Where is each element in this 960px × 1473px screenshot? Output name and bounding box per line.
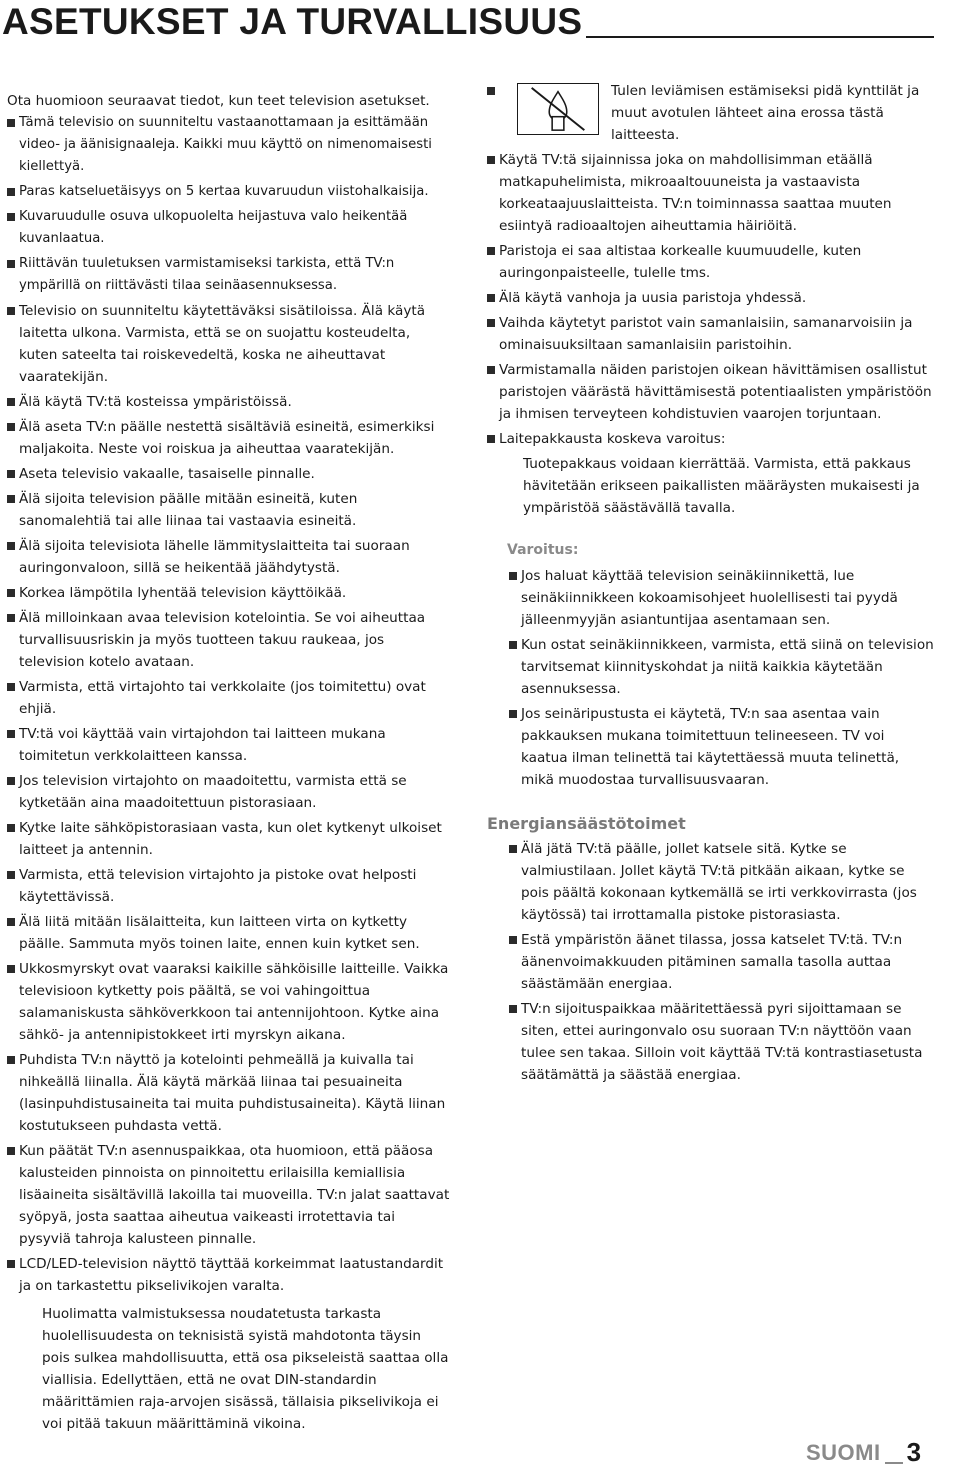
list-item: Aseta televisio vakaalle, tasaiselle pinnalle. — [7, 463, 450, 485]
list-item: Älä liitä mitään lisälaitteita, kun laitteen virta on kytketty päälle. Sammuta myös toinen laite, ennen kuin kytket sen. — [7, 911, 450, 955]
list-item: Käytä TV:tä sijainnissa joka on mahdollisimman etäällä matkapuhelimista, mikroaaltouuneista ja vastaavista korkeataajuuslaitteista. TV:n toiminnassa saattaa muuten esiintyä radioaaltojen aiheuttamia häiriöitä. — [487, 149, 935, 237]
list-item: Älä sijoita televisiota lähelle lämmityslaitteita tai suoraan auringonvaloon, sillä se heikentää jäähdytystä. — [7, 535, 450, 579]
list-item: Kytke laite sähköpistorasiaan vasta, kun olet kytkenyt ulkoiset laitteet ja antennin. — [7, 817, 450, 861]
fire-warning-text: Tulen leviämisen estämiseksi pidä kynttilät ja muut avotulen lähteet aina erossa tästä laitteesta. — [611, 83, 920, 143]
footer-language: SUOMI — [806, 1439, 881, 1465]
title-rule — [586, 36, 934, 38]
left-column — [7, 80, 450, 1435]
page-title: ASETUKSET JA TURVALLISUUS — [2, 1, 583, 42]
page-number: 3 — [906, 1437, 922, 1467]
list-item: Älä jätä TV:tä päälle, jollet katsele sitä. Kytke se valmiustilaan. Jollet käytä TV:tä pitkään aikaan, kytke se pois päältä kokonaan kytkemällä se irti verkkovirrasta (jos käytössä) tai irrottamalla pistoke pistorasiasta. — [509, 838, 935, 926]
list-item: Paras katseluetäisyys on 5 kertaa kuvaruudun viistohalkaisija. — [7, 181, 450, 203]
list-item: Vaihda käytetyt paristot vain samanlaisiin, samanarvoisiin ja ominaisuuksiltaan samanlaisiin paristoihin. — [487, 312, 935, 356]
list-item: Televisio on suunniteltu käytettäväksi sisätiloissa. Älä käytä laitetta ulkona. Varmista, että se on suojattu kosteudelta, kuten sateelta tai roiskevedeltä, koska ne aiheuttavat vaaratekijän. — [7, 300, 450, 388]
list-item: Korkea lämpötila lyhentää television käyttöikää. — [7, 582, 450, 604]
list-item: Jos haluat käyttää television seinäkiinnikettä, lue seinäkiinnikkeen kokoamisohjeet huolellisesti tai pyydä jälleenmyyjän asiantuntijaa asentamaan sen. — [509, 565, 935, 631]
list-item: Älä milloinkaan avaa television kotelointia. Se voi aiheuttaa turvallisuusriskin ja myös tuotteen takuu raukeaa, jos television kotelo avataan. — [7, 607, 450, 673]
list-item: Varmista, että virtajohto tai verkkolaite (jos toimitettu) ovat ehjiä. — [7, 676, 450, 720]
list-item: Tämä televisio on suunniteltu vastaanottamaan ja esittämään video- ja äänisignaaleja. Kaikki muu käyttö on nimenomaisesti kiellettyä. — [7, 112, 450, 178]
energy-heading: Energiansäästötoimet — [487, 814, 686, 833]
list-item: Ukkosmyrskyt ovat vaaraksi kaikille sähköisille laitteille. Vaikka televisioon kytketty pois päältä, se voi vahingoittua salamaniskusta sähköverkkoon tai antennijohtoon. Kytke aina sähkö- ja antennipistokkeet irti myrskyn aikana. — [7, 958, 450, 1046]
intro-text: Ota huomioon seuraavat tiedot, kun teet television asetukset. — [7, 93, 430, 109]
list-item: Puhdista TV:n näyttö ja kotelointi pehmeällä ja kuivalla tai nihkeällä liinalla. Älä käytä märkää liinaa tai pesuaineita (lasinpuhdistusaineita tai muita puhdistusaineita). Käytä liinan kostutukseen puhdasta vettä. — [7, 1049, 450, 1137]
list-item: Kun päätät TV:n asennuspaikkaa, ota huomioon, että pääosa kalusteiden pinnoista on pinnoitettu erilaisilla kemiallisia lisäaineita sisältävillä lakoilla tai muoveilla. TV:n jalat saattavat syöpyä, josta saattaa aiheutua vaikeasti irrotettavia tai pysyviä tahroja kalusteen pinnalle. — [7, 1140, 450, 1250]
packaging-note: Tuotepakkaus voidaan kierrättää. Varmista, että pakkaus hävitetään erikseen paikallisten määräysten mukaisesti ja ympäristöä säästävällä tavalla. — [523, 456, 920, 516]
list-item: Varmistamalla näiden paristojen oikean hävittämisen osallistut paristojen väärästä hävittämisestä potentiaalisten ympäristöön ja ihmisen terveyteen kohdistuvien vaarojen torjuntaan. — [487, 359, 935, 425]
list-item: Varmista, että television virtajohto ja pistoke ovat helposti käytettävissä. — [7, 864, 450, 908]
list-item: TV:tä voi käyttää vain virtajohdon tai laitteen mukana toimitetun verkkolaitteen kanssa. — [7, 723, 450, 767]
list-item: LCD/LED-television näyttö täyttää korkeimmat laatustandardit ja on tarkastettu pikselivikojen varalta. — [7, 1253, 450, 1297]
page-footer — [806, 1437, 921, 1468]
list-item: Laitepakkausta koskeva varoitus: — [487, 428, 935, 450]
list-item: Älä aseta TV:n päälle nestettä sisältäviä esineitä, esimerkiksi maljakoita. Neste voi roiskua ja aiheuttaa vaaratekijän. — [7, 416, 450, 460]
footer-rule — [885, 1462, 903, 1464]
page-header — [0, 0, 934, 42]
pixel-defect-note: Huolimatta valmistuksessa noudatetusta tarkasta huolellisuudesta on teknisistä syistä mahdotonta täysin pois sulkea mahdollisuutta, että osa pikseleistä saattaa olla viallisia. Edellyttäen, että ne ovat DIN-standardin määrittämien raja-arvojen sisässä, tällaisia pikselivikoja ei voi pitää takuun määrittäminä vikoina. — [42, 1306, 449, 1432]
list-item: Älä käytä TV:tä kosteissa ympäristöissä. — [7, 391, 450, 413]
list-item-fire — [487, 80, 935, 146]
list-item: Estä ympäristön äänet tilassa, jossa katselet TV:tä. TV:n äänenvoimakkuuden pitäminen samalla tasolla auttaa säästämään energiaa. — [509, 929, 935, 995]
list-item: Paristoja ei saa altistaa korkealle kuumuudelle, kuten auringonpaisteelle, tulelle tms. — [487, 240, 935, 284]
list-item: TV:n sijoituspaikkaa määritettäessä pyri sijoittamaan se siten, ettei auringonvalo osu suoraan TV:n näyttöön vaan tulee sen takaa. Silloin voit käyttää TV:tä kontrastiasetusta säätämättä ja säästää energiaa. — [509, 998, 935, 1086]
right-column — [487, 80, 935, 1089]
list-item: Jos television virtajohto on maadoitettu, varmista että se kytketään aina maadoitettuun pistorasiaan. — [7, 770, 450, 814]
warning-heading: Varoitus: — [507, 542, 579, 558]
no-open-flame-icon — [517, 83, 599, 135]
list-item: Kun ostat seinäkiinnikkeen, varmista, että siinä on television tarvitsemat kiinnityskohdat ja niitä kaikkia käytetään asennuksessa. — [509, 634, 935, 700]
list-item: Jos seinäripustusta ei käytetä, TV:n saa asentaa vain pakkauksen mukana toimitettuun telineeseen. TV voi kaatua ilman telinettä tai käytettäessä muuta telinettä, mikä muodostaa turvallisuusvaaran. — [509, 703, 935, 791]
list-item: Riittävän tuuletuksen varmistamiseksi tarkista, että TV:n ympärillä on riittävästi tilaa seinäasennuksessa. — [7, 253, 450, 297]
list-item: Älä sijoita television päälle mitään esineitä, kuten sanomalehtiä tai alle liinaa tai vastaavia esineitä. — [7, 488, 450, 532]
list-item: Kuvaruudulle osuva ulkopuolelta heijastuva valo heikentää kuvanlaatua. — [7, 206, 450, 250]
list-item: Älä käytä vanhoja ja uusia paristoja yhdessä. — [487, 287, 935, 309]
